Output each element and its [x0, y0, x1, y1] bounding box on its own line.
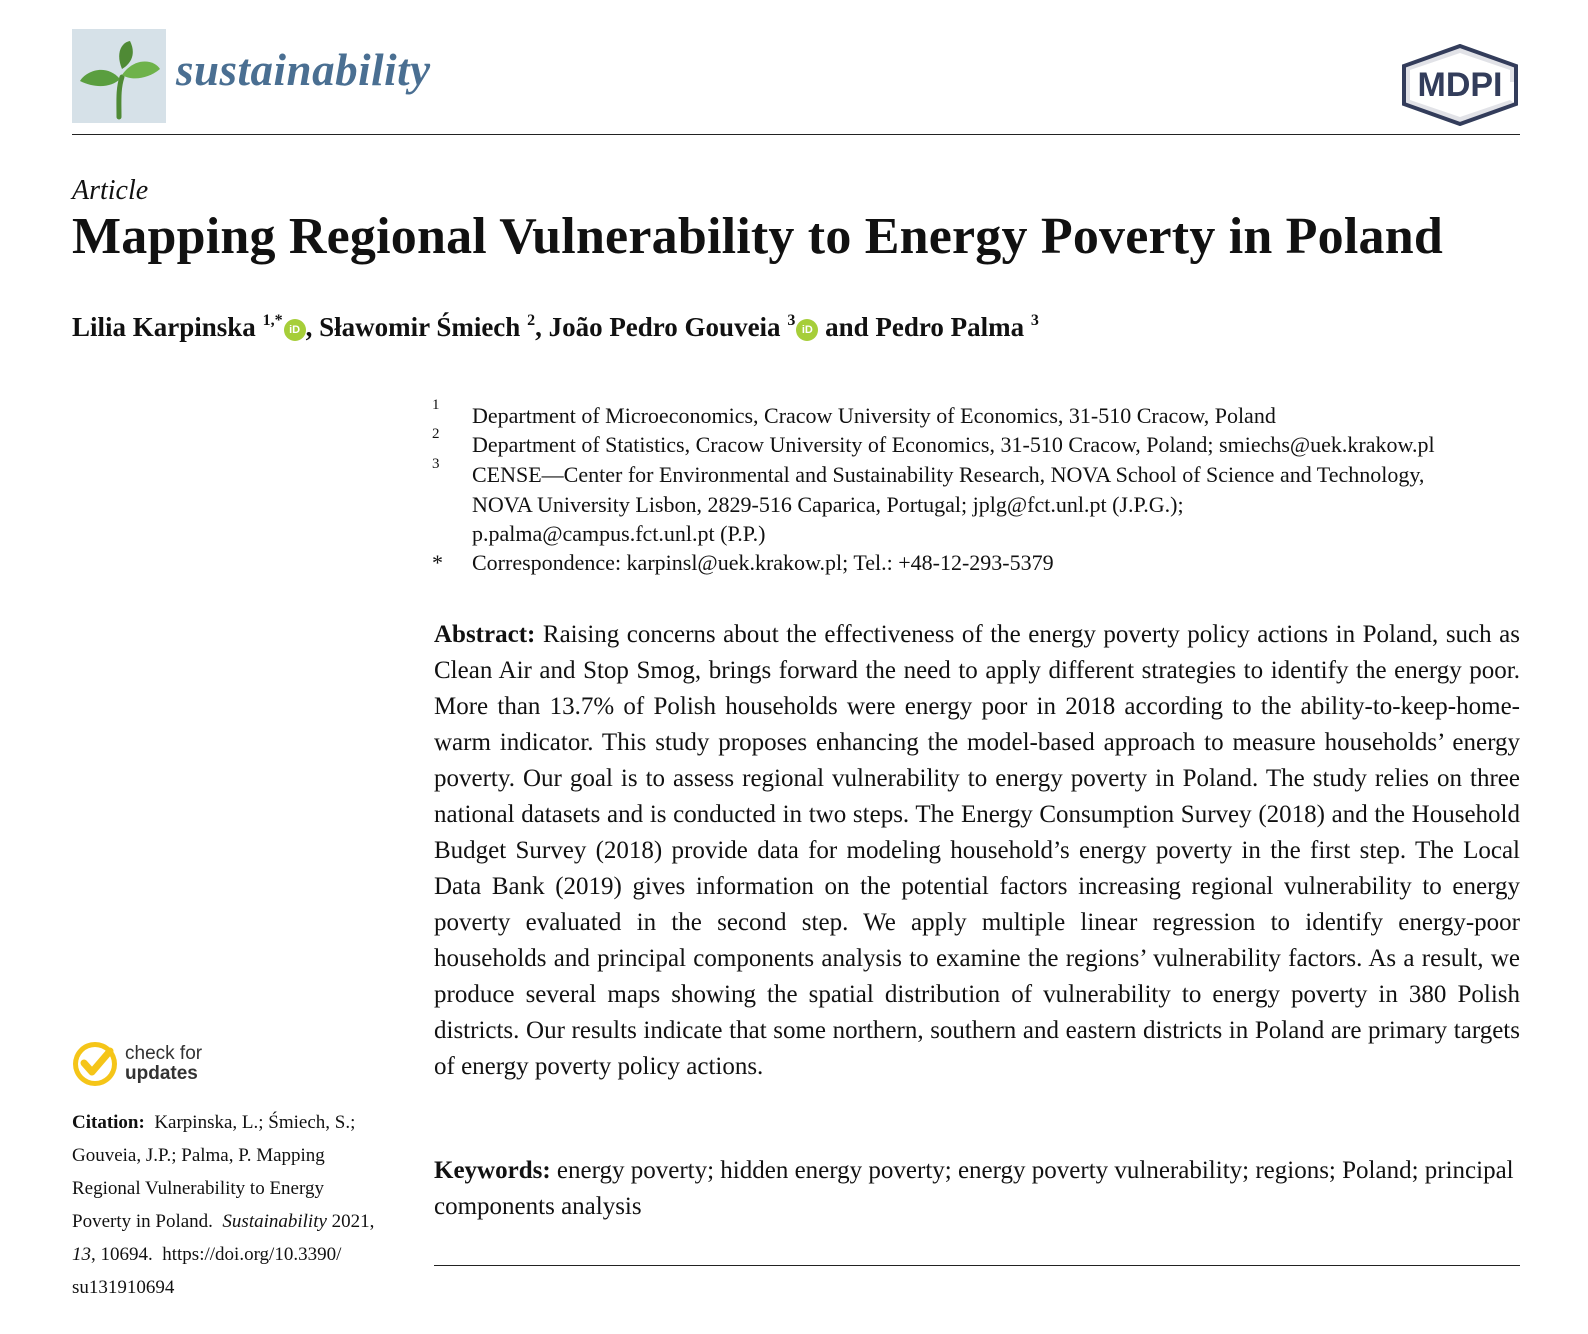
- citation-line: Poverty in Poland. Sustainability 2021,: [72, 1211, 375, 1232]
- journal-name: sustainability: [176, 45, 431, 95]
- author-affiliation-mark: 3: [787, 312, 796, 329]
- doi-link-continued[interactable]: su131910694: [72, 1277, 175, 1298]
- publisher-name: MDPI: [1417, 66, 1503, 104]
- article-type: Article: [72, 175, 149, 206]
- affiliation-mark: 2: [432, 426, 440, 442]
- abstract: [434, 617, 1520, 1085]
- affiliation-text: NOVA University Lisbon, 2829-516 Caparica, Portugal; jplg@fct.unl.pt (J.P.G.);: [472, 492, 1184, 517]
- citation-line: 13, 10694. https://doi.org/10.3390/: [72, 1244, 342, 1265]
- citation-label: Citation:: [72, 1112, 145, 1133]
- mdpi-hexagon-icon: [1398, 44, 1522, 126]
- author-affiliation-mark: 2: [527, 312, 536, 329]
- doi-link[interactable]: https://doi.org/10.3390/: [162, 1244, 342, 1265]
- affiliation-text: CENSE—Center for Environmental and Sustainability Research, NOVA School of Science and Technology,: [472, 462, 1425, 487]
- header-divider: [72, 134, 1520, 135]
- citation-line: Regional Vulnerability to Energy: [72, 1178, 324, 1199]
- keywords-label: Keywords:: [434, 1157, 551, 1184]
- updates-label-line1: check for: [125, 1043, 203, 1064]
- author-affiliation-mark: 1,*: [262, 312, 283, 329]
- author-name: Pedro Palma: [875, 312, 1025, 342]
- orcid-icon[interactable]: iD: [284, 319, 306, 341]
- correspondence-text: Correspondence: karpinsl@uek.krakow.pl; Tel.: +48-12-293-5379: [472, 550, 1054, 575]
- citation-journal: Sustainability: [222, 1211, 327, 1232]
- orcid-icon[interactable]: iD: [796, 319, 818, 341]
- footer-divider: [434, 1265, 1520, 1266]
- affiliation-mark: 3: [432, 456, 440, 472]
- author-name: Lilia Karpinska: [72, 312, 256, 342]
- journal-logo: [72, 29, 166, 123]
- mdpi-logo: [1398, 44, 1522, 126]
- affiliation-text: Department of Statistics, Cracow University of Economics, 31-510 Cracow, Poland; smiechs@uek.krakow.pl: [472, 432, 1435, 457]
- keywords-text: energy poverty; hidden energy poverty; energy poverty vulnerability; regions; Poland; principal components analysis: [434, 1157, 1514, 1220]
- abstract-text: Raising concerns about the effectiveness of the energy poverty policy actions in Poland, such as Clean Air and Stop Smog, brings forward the need to apply different strategies to identify the energy poor. More than 13.7% of Polish households were energy poor in 2018 according to the ability-to-keep-home-warm indicator. This study proposes enhancing the model-based approach to measure households’ energy poverty. Our goal is to assess regional vulnerability to energy poverty in Poland. The study relies on three national datasets and is conducted in two steps. The Energy Consumption Survey (2018) and the Household Budget Survey (2018) provide data for modeling household’s energy poverty in the first step. The Local Data Bank (2019) gives information on the potential factors increasing regional vulnerability to energy poverty evaluated in the second step. We apply multiple linear regression to identify energy-poor households and principal components analysis to examine the regions’ vulnerability factors. As a result, we produce several maps showing the spatial distribution of vulnerability to energy poverty in 380 Polish districts. Our results indicate that some northern, southern and eastern districts in Poland are primary targets of energy poverty policy actions.: [434, 621, 1520, 1080]
- abstract-label: Abstract:: [434, 621, 536, 648]
- author-name: João Pedro Gouveia: [548, 312, 781, 342]
- updates-label-line2: updates: [125, 1063, 198, 1084]
- affiliation-mark: *: [432, 550, 443, 575]
- paper-title: Mapping Regional Vulnerability to Energy Poverty in Poland: [72, 208, 1443, 265]
- author-affiliation-mark: 3: [1030, 312, 1039, 329]
- author-name: Sławomir Śmiech: [319, 312, 521, 342]
- author-list: Lilia Karpinska $^{1,*}$iD , Sławomir Śmiech $^2$, João Pedro Gouveia $^3$iD and Pedro Palma $^3$: [72, 312, 1039, 342]
- checkmark-icon: [72, 1041, 118, 1087]
- affiliation-text: p.palma@campus.fct.unl.pt (P.P.): [472, 521, 766, 546]
- sprout-icon: [72, 29, 166, 123]
- affiliation-text: Department of Microeconomics, Cracow University of Economics, 31-510 Cracow, Poland: [472, 403, 1276, 428]
- keywords: [434, 1153, 1524, 1225]
- citation-line: Gouveia, J.P.; Palma, P. Mapping: [72, 1145, 325, 1166]
- affiliation-mark: 1: [432, 397, 440, 413]
- citation-line: Citation: Karpinska, L.; Śmiech, S.;: [72, 1112, 356, 1133]
